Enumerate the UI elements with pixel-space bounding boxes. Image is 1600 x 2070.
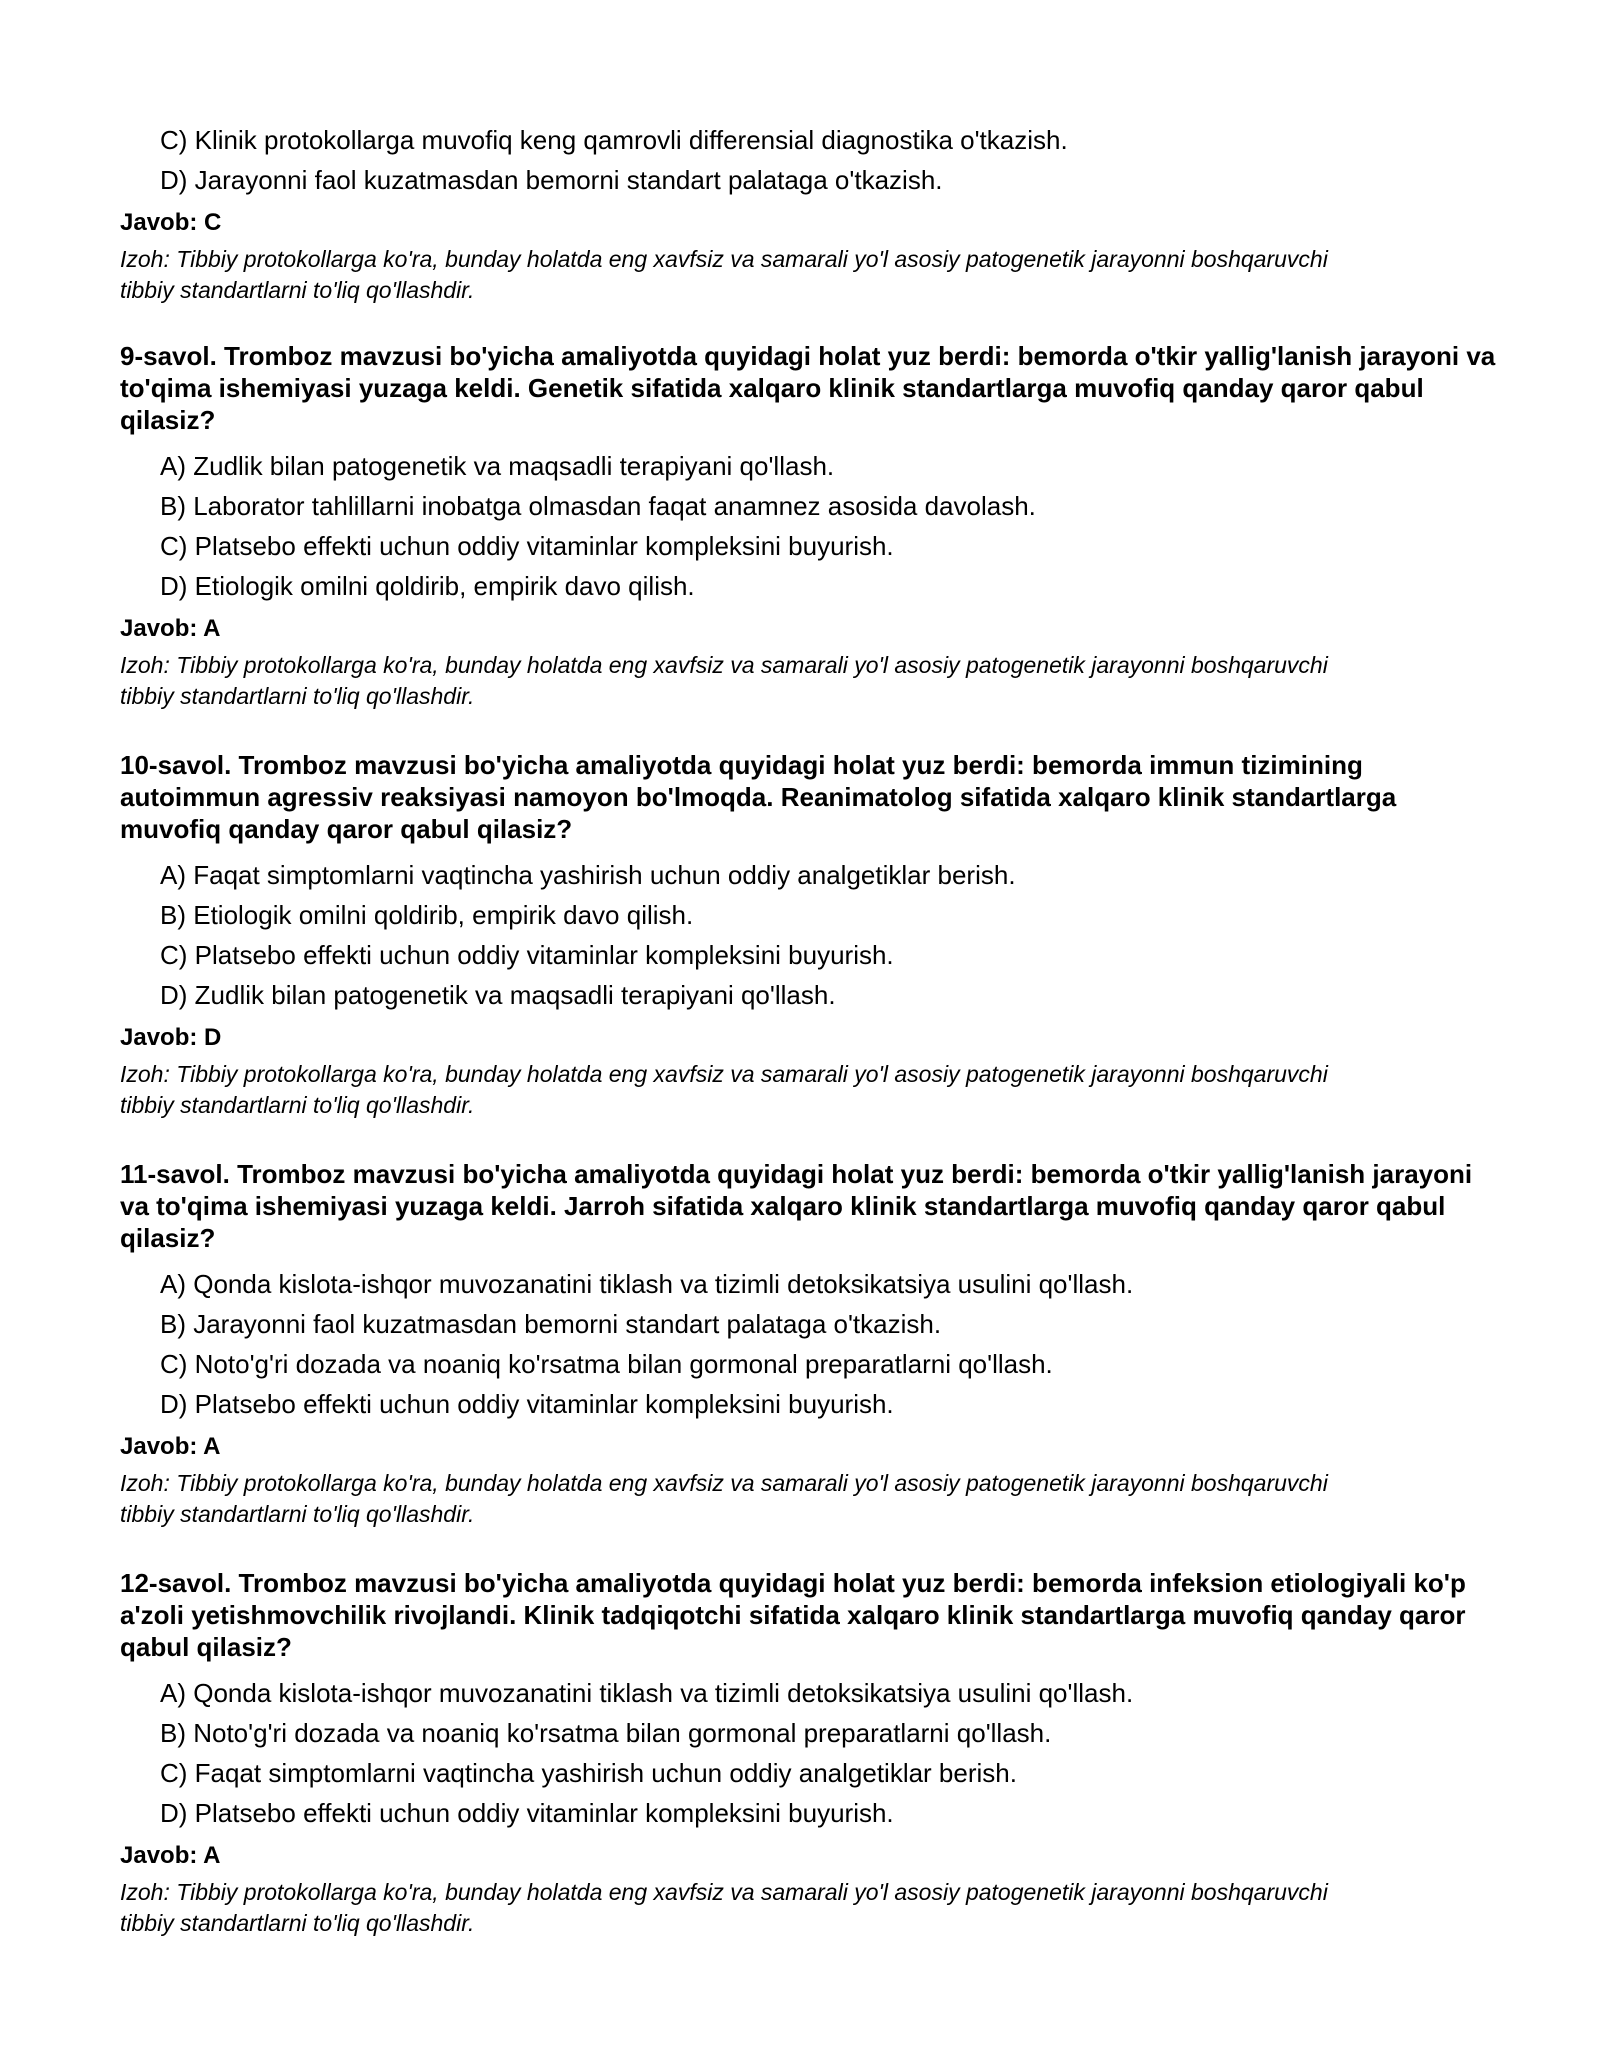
answer: Javob: A (120, 1842, 221, 1869)
options-list (120, 855, 1500, 1015)
option-d: D) Platsebo effekti uchun oddiy vitaminlar kompleksini buyurish. (160, 1798, 894, 1828)
option-b: B) Jarayonni faol kuzatmasdan bemorni standart palataga o'tkazish. (160, 1309, 942, 1339)
option-d: D) Etiologik omilni qoldirib, empirik davo qilish. (160, 571, 695, 601)
explanation-note: Izoh: Tibbiy protokollarga ko'ra, bunday holatda eng xavfsiz va samarali yo'l asosiy patogenetik jarayonni boshqaruvchi tibbiy standartlarni to'liq qo'llashdir. (120, 1879, 1328, 1936)
option-b: B) Laborator tahlillarni inobatga olmasdan faqat anamnez asosida davolash. (160, 491, 1036, 521)
options-list (120, 1673, 1500, 1833)
question-12 (120, 1567, 1500, 1939)
options-list (120, 1264, 1500, 1424)
explanation-note: Izoh: Tibbiy protokollarga ko'ra, bunday holatda eng xavfsiz va samarali yo'l asosiy patogenetik jarayonni boshqaruvchi tibbiy standartlarni to'liq qo'llashdir. (120, 652, 1328, 709)
option-c: C) Klinik protokollarga muvofiq keng qamrovli differensial diagnostika o'tkazish. (160, 125, 1068, 155)
question-title: 12-savol. Tromboz mavzusi bo'yicha amaliyotda quyidagi holat yuz berdi: bemorda infeksion etiologiyali ko'p a'zoli yetishmovchilik rivojlandi. Klinik tadqiqotchi sifatida xalqaro klinik standartlarga muvofiq qanday qaror qabul qilasiz? (120, 1568, 1466, 1662)
options-list (120, 120, 1500, 200)
answer: Javob: A (120, 615, 221, 642)
option-d: D) Jarayonni faol kuzatmasdan bemorni standart palataga o'tkazish. (160, 165, 943, 195)
option-b: B) Etiologik omilni qoldirib, empirik davo qilish. (160, 900, 694, 930)
options-list (120, 446, 1500, 606)
explanation-note: Izoh: Tibbiy protokollarga ko'ra, bunday holatda eng xavfsiz va samarali yo'l asosiy patogenetik jarayonni boshqaruvchi tibbiy standartlarni to'liq qo'llashdir. (120, 246, 1328, 303)
option-c: C) Platsebo effekti uchun oddiy vitaminlar kompleksini buyurish. (160, 940, 894, 970)
option-c: C) Platsebo effekti uchun oddiy vitaminlar kompleksini buyurish. (160, 531, 894, 561)
option-c: C) Noto'g'ri dozada va noaniq ko'rsatma bilan gormonal preparatlarni qo'llash. (160, 1349, 1053, 1379)
option-a: A) Zudlik bilan patogenetik va maqsadli terapiyani qo'llash. (160, 451, 835, 481)
explanation-note: Izoh: Tibbiy protokollarga ko'ra, bunday holatda eng xavfsiz va samarali yo'l asosiy patogenetik jarayonni boshqaruvchi tibbiy standartlarni to'liq qo'llashdir. (120, 1470, 1328, 1527)
option-d: D) Zudlik bilan patogenetik va maqsadli terapiyani qo'llash. (160, 980, 836, 1010)
question-title: 10-savol. Tromboz mavzusi bo'yicha amaliyotda quyidagi holat yuz berdi: bemorda immun tizimining autoimmun agressiv reaksiyasi namoyon bo'lmoqda. Reanimatolog sifatida xalqaro klinik standartlarga muvofiq qanday qaror qabul qilasiz? (120, 750, 1397, 844)
question-10 (120, 749, 1500, 1121)
option-c: C) Faqat simptomlarni vaqtincha yashirish uchun oddiy analgetiklar berish. (160, 1758, 1017, 1788)
explanation-note: Izoh: Tibbiy protokollarga ko'ra, bunday holatda eng xavfsiz va samarali yo'l asosiy patogenetik jarayonni boshqaruvchi tibbiy standartlarni to'liq qo'llashdir. (120, 1061, 1328, 1118)
answer: Javob: A (120, 1433, 221, 1460)
question-8-tail (120, 120, 1500, 306)
option-a: A) Faqat simptomlarni vaqtincha yashirish uchun oddiy analgetiklar berish. (160, 860, 1016, 890)
question-9 (120, 340, 1500, 712)
question-title: 9-savol. Tromboz mavzusi bo'yicha amaliyotda quyidagi holat yuz berdi: bemorda o'tkir yallig'lanish jarayoni va to'qima ishemiyasi yuzaga keldi. Genetik sifatida xalqaro klinik standartlarga muvofiq qanday qaror qabul qilasiz? (120, 341, 1496, 435)
answer: Javob: D (120, 1024, 222, 1051)
answer: Javob: C (120, 209, 222, 236)
option-a: A) Qonda kislota-ishqor muvozanatini tiklash va tizimli detoksikatsiya usulini qo'llash. (160, 1678, 1134, 1708)
option-d: D) Platsebo effekti uchun oddiy vitaminlar kompleksini buyurish. (160, 1389, 894, 1419)
option-b: B) Noto'g'ri dozada va noaniq ko'rsatma bilan gormonal preparatlarni qo'llash. (160, 1718, 1052, 1748)
option-a: A) Qonda kislota-ishqor muvozanatini tiklash va tizimli detoksikatsiya usulini qo'llash. (160, 1269, 1134, 1299)
question-title: 11-savol. Tromboz mavzusi bo'yicha amaliyotda quyidagi holat yuz berdi: bemorda o'tkir yallig'lanish jarayoni va to'qima ishemiyasi yuzaga keldi. Jarroh sifatida xalqaro klinik standartlarga muvofiq qanday qaror qabul qilasiz? (120, 1159, 1473, 1253)
question-11 (120, 1158, 1500, 1530)
